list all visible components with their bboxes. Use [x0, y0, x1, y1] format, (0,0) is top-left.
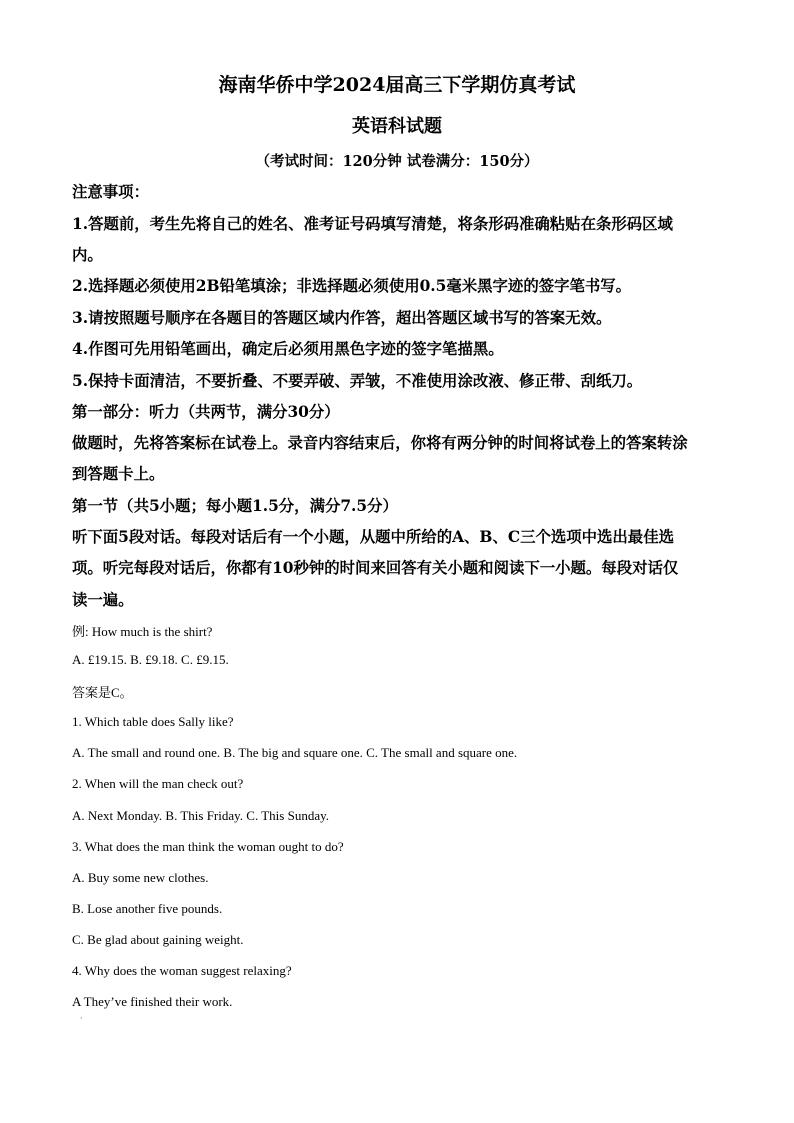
- section1-instructions: 听下面5段对话。每段对话后有一个小题，从题中所给的A、B、C三个选项中选出最佳选: [72, 528, 674, 546]
- notice-item-5: 5.保持卡面清洁，不要折叠、不要弄破、弄皱，不准使用涂改液、修正带、刮纸刀。: [72, 372, 643, 390]
- question-3-option-b: B. Lose another five pounds.: [72, 901, 223, 916]
- section1-instructions-cont: 项。听完每段对话后，你都有10秒钟的时间来回答有关小题和阅读下一小题。每段对话仅: [72, 559, 679, 577]
- question-4: 4. Why does the woman suggest relaxing?: [72, 963, 292, 978]
- part1-instructions: 做题时，先将答案标在试卷上。录音内容结束后，你将有两分钟的时间将试卷上的答案转涂: [72, 434, 688, 452]
- notice-item-1-cont: 内。: [72, 246, 103, 264]
- notice-item-1: 1.答题前，考生先将自己的姓名、准考证号码填写清楚，将条形码准确粘贴在条形码区域: [72, 215, 673, 233]
- question-3: 3. What does the man think the woman ought to do?: [72, 839, 344, 854]
- exam-info: （考试时间：120分钟 试卷满分：150分）: [255, 153, 539, 170]
- question-2-options: A. Next Monday. B. This Friday. C. This Sunday.: [72, 808, 329, 823]
- example-options: A. £19.15. B. £9.18. C. £9.15.: [72, 652, 229, 667]
- question-3-option-c: C. Be glad about gaining weight.: [72, 932, 244, 947]
- question-2: 2. When will the man check out?: [72, 776, 244, 791]
- exam-title: 海南华侨中学2024届高三下学期仿真考试: [218, 74, 576, 96]
- part1-instructions-cont: 到答题卡上。: [72, 465, 165, 483]
- notice-item-2: 2.选择题必须使用2B铅笔填涂；非选择题必须使用0.5毫米黑字迹的签字笔书写。: [72, 277, 632, 295]
- question-1: 1. Which table does Sally like?: [72, 714, 234, 729]
- example-answer: 答案是C。: [72, 685, 133, 700]
- part1-heading: 第一部分：听力（共两节，满分30分）: [72, 403, 340, 421]
- question-3-option-a: A. Buy some new clothes.: [72, 870, 209, 885]
- example-question: 例: How much is the shirt?: [72, 624, 213, 639]
- notice-item-3: 3.请按照题号顺序在各题目的答题区域内作答，超出答题区域书写的答案无效。: [72, 309, 612, 327]
- question-1-options: A. The small and round one. B. The big and square one. C. The small and square one.: [72, 745, 518, 760]
- stray-mark: ·: [80, 1014, 83, 1023]
- notice-item-4: 4.作图可先用铅笔画出，确定后必须用黑色字迹的签字笔描黑。: [72, 340, 504, 358]
- question-4-option-a: A They’ve finished their work.: [72, 994, 233, 1009]
- section1-instructions-end: 读一遍。: [72, 591, 134, 609]
- notice-heading: 注意事项：: [72, 183, 149, 201]
- section1-heading: 第一节（共5小题；每小题1.5分，满分7.5分）: [72, 497, 398, 515]
- subject-title: 英语科试题: [352, 116, 442, 137]
